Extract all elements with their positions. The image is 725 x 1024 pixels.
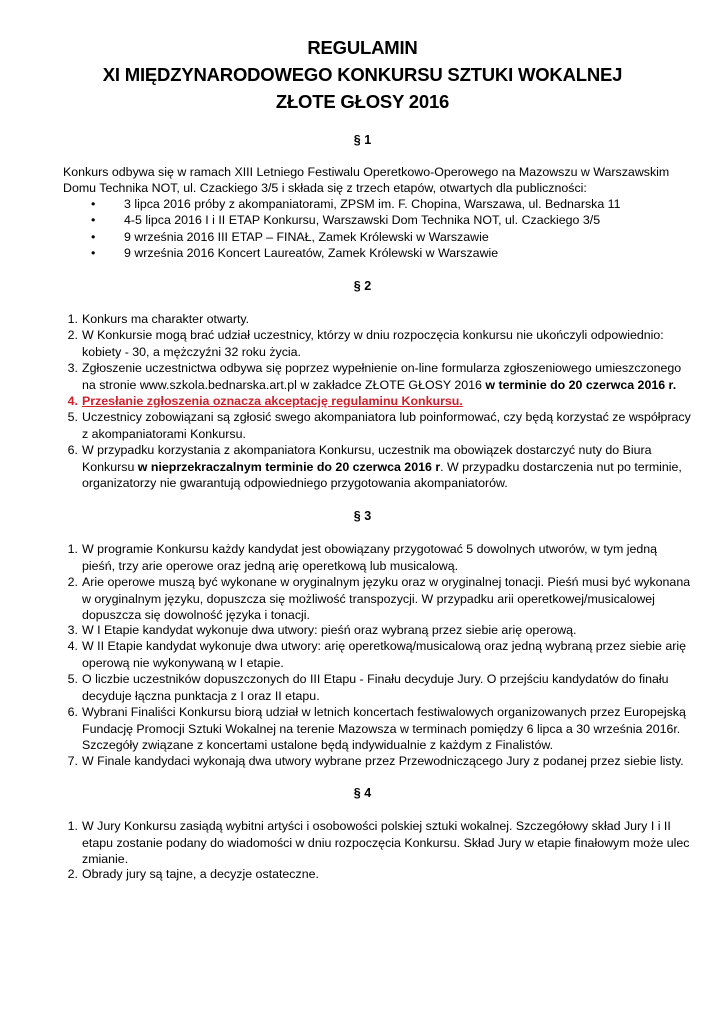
deadline-text: w nieprzekraczalnym terminie do 20 czerwca 2016 r (137, 459, 441, 474)
section-3-heading: § 3 (353, 509, 372, 523)
list-line: w oryginalnym języku, dopuszcza się możliwość transpozycji. W przypadku arii operetkowej/musicalowej (82, 591, 655, 606)
list-line: Arie operowe muszą być wykonane w oryginalnym języku oraz w oryginalnej tonacji. Pieśń musi być wykonana (82, 575, 691, 589)
list-line: kobiety - 30, a mężczyźni 32 roku życia. (82, 344, 301, 359)
bullet-text: 9 września 2016 Koncert Laureatów, Zamek Królewski w Warszawie (124, 246, 499, 260)
list-line: W Jury Konkursu zasiądą wybitni artyści i osobowości polskiej sztuki wokalnej. Szczegółowy skład Jury I i II (82, 819, 671, 833)
list-number: 7. (67, 754, 78, 768)
list-item (67, 638, 702, 671)
section-1-heading: § 1 (353, 133, 372, 147)
list-number: 4. (67, 394, 78, 408)
list-item (67, 541, 702, 574)
list-item-highlighted (67, 393, 702, 410)
list-line: organizatorzy nie gwarantują odpowiedniego przygotowania akompaniatorów. (82, 476, 508, 490)
list-line: Zgłoszenie uczestnictwa odbywa się poprzez wypełnienie on-line formularza zgłoszeniowego umieszczonego (82, 361, 682, 375)
list-line: W przypadku korzystania z akompaniatora Konkursu, uczestnik ma obowiązek dostarczyć nuty do Biura (82, 443, 652, 457)
list-line: W I Etapie kandydat wykonuje dwa utwory: pieśń oraz wybraną przez siebie arię operową. (82, 623, 577, 637)
list-line: etapu zostanie podany do wiadomości w dniu rozpoczęcia Konkursu. Skład Jury w etapie finałowym może ulec (82, 835, 690, 850)
highlighted-acceptance-text: Przesłanie zgłoszenia oznacza akceptację regulaminu Konkursu. (82, 394, 463, 408)
list-line: W Konkursie mogą brać udział uczestnicy, którzy w dniu rozpoczęcia konkursu nie ukończyli odpowiednio: (82, 328, 664, 342)
list-number: 1. (67, 542, 78, 556)
section-2-heading: § 2 (353, 279, 372, 293)
list-number: 2. (67, 575, 78, 589)
list-line (82, 459, 702, 476)
list-item (67, 311, 702, 328)
bullet-text: 4-5 lipca 2016 I i II ETAP Konkursu, Warszawski Dom Technika NOT, ul. Czackiego 3/5 (124, 213, 601, 227)
list-line: W Finale kandydaci wykonają dwa utwory wybrane przez Przewodniczącego Jury z podanej przez siebie listy. (82, 754, 684, 768)
list-line: W II Etapie kandydat wykonuje dwa utwory: arię operetkową/musicalową oraz jedną wybraną przez siebie arię (82, 639, 687, 653)
list-line: pieśń, trzy arie operowe oraz jedną arię operetkową lub musicalową. (82, 558, 459, 573)
list-item (67, 360, 702, 393)
section-1-bullet-item (91, 212, 601, 228)
list-number: 3. (67, 361, 78, 375)
list-line: z akompaniatorami Konkursu. (82, 426, 246, 441)
list-number: 5. (67, 672, 78, 686)
list-number: 5. (67, 410, 78, 424)
section-1-intro-line-2: Domu Technika NOT, ul. Czackiego 3/5 i składa się z trzech etapów, otwartych dla publiczności: (63, 181, 587, 195)
list-line: Obrady jury są tajne, a decyzje ostateczne. (82, 867, 319, 881)
section-1-bullet-item (91, 196, 621, 212)
document-title-line-1: REGULAMIN (307, 37, 418, 58)
list-line: Wybrani Finaliści Konkursu biorą udział w letnich koncertach festiwalowych organizowanych przez Europejską (82, 705, 686, 719)
deadline-text: w terminie do 20 czerwca 2016 r. (485, 377, 677, 392)
list-number: 2. (67, 328, 78, 342)
list-line-text: na stronie www.szkola.bednarska.art.pl w zakładce ZŁOTE GŁOSY 2016 (82, 377, 486, 392)
list-line: W programie Konkursu każdy kandydat jest obowiązany przygotować 5 dowolnych utworów, w tym jedną (82, 542, 658, 556)
list-line: decyduje łączna punktacja z I oraz II etapu. (82, 688, 320, 703)
list-number: 3. (67, 623, 78, 637)
list-number: 2. (67, 867, 78, 881)
list-line: Uczestnicy zobowiązani są zgłosić swego akompaniatora lub poinformować, czy będą korzystać ze współpracy (82, 410, 691, 424)
list-line: operową nie wykonywaną w I etapie. (82, 655, 284, 670)
list-number: 6. (67, 705, 78, 719)
list-line: O liczbie uczestników dopuszczonych do III Etapu - Finału decyduje Jury. O przejściu kandydatów do finału (82, 672, 669, 686)
document-title-line-2: XI MIĘDZYNARODOWEGO KONKURSU SZTUKI WOKALNEJ (102, 64, 623, 85)
list-item (67, 622, 702, 639)
list-item (67, 818, 702, 868)
section-1-intro-line-1: Konkurs odbywa się w ramach XIII Letniego Festiwalu Operetkowo-Operowego na Mazowszu w Warszawskim (63, 165, 670, 179)
bullet-icon: • (91, 246, 96, 260)
bullet-text: 9 września 2016 III ETAP – FINAŁ, Zamek Królewski w Warszawie (124, 230, 489, 244)
list-number: 1. (67, 312, 78, 326)
list-item (67, 704, 702, 754)
section-1-bullet-item (91, 245, 499, 261)
list-item (67, 866, 702, 883)
list-line: zmianie. (82, 852, 129, 866)
list-line (82, 377, 702, 394)
list-number: 6. (67, 443, 78, 457)
bullet-icon: • (91, 230, 96, 244)
list-line-text: . W przypadku dostarczenia nut po terminie, (440, 459, 682, 474)
list-line: Fundację Promocji Sztuki Wokalnej na terenie Mazowsza w terminach pomiędzy 6 lipca a 30 września 2016r. (82, 721, 681, 736)
document-title-line-3: ZŁOTE GŁOSY 2016 (275, 91, 450, 112)
list-item (67, 753, 702, 770)
section-4-heading: § 4 (353, 786, 372, 800)
list-line: Konkurs ma charakter otwarty. (82, 312, 250, 326)
bullet-icon: • (91, 197, 96, 211)
list-number: 4. (67, 639, 78, 653)
bullet-icon: • (91, 213, 96, 227)
list-item (67, 327, 702, 360)
list-item (67, 409, 702, 442)
list-item (67, 574, 702, 624)
bullet-text: 3 lipca 2016 próby z akompaniatorami, ZPSM im. F. Chopina, Warszawa, ul. Bednarska 11 (124, 197, 621, 211)
list-line-text: Konkursu (82, 459, 138, 474)
list-line: dopuszcza się dowolność języka i tonacji. (82, 608, 310, 622)
list-item (67, 671, 702, 704)
list-number: 1. (67, 819, 78, 833)
list-item (67, 442, 702, 492)
list-line: Szczegóły związane z koncertami ustalone będą indywidualnie z każdym z Finalistów. (82, 738, 554, 752)
section-1-bullet-item (91, 229, 489, 245)
